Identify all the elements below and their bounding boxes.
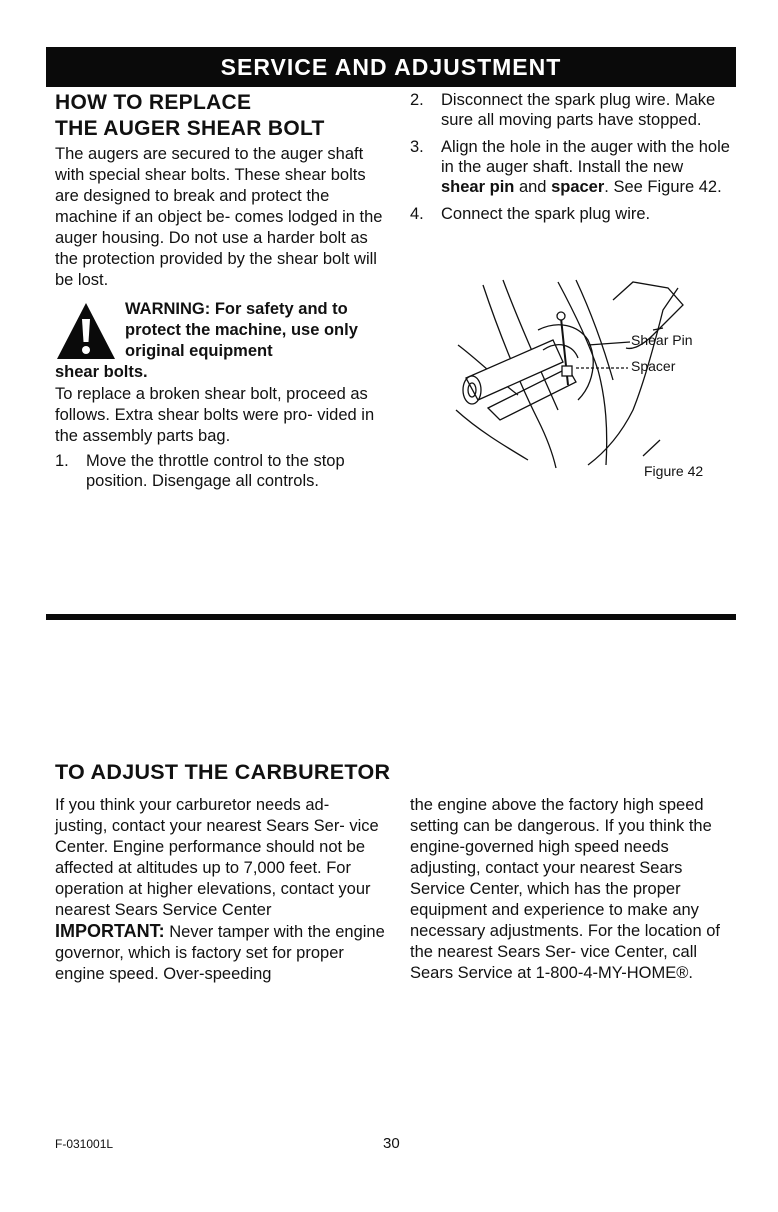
step-number: 4. <box>410 205 424 223</box>
step-text: Connect the spark plug wire. <box>441 205 651 223</box>
figure-42 <box>448 270 733 485</box>
shear-pin-label: Shear Pin <box>631 332 693 348</box>
step-3 <box>410 137 730 197</box>
section-divider <box>46 614 736 620</box>
proceed-text: To replace a broken shear bolt, proceed as follows. Extra shear bolts were pro- vided in the assembly parts bag. <box>55 385 375 445</box>
carburetor-right-text: the engine above the factory high speed setting can be dangerous. If you think the engine-governed high speed needs adjusting, contact your nearest Sears Service Center, which has the proper equipment and experience to make any necessary adjustments. For the location of the nearest Sears Ser- vice Center, call Sears Service at 1-800-4-MY-HOME®. <box>410 796 720 982</box>
step-number: 2. <box>410 91 424 109</box>
carburetor-left-column <box>55 795 385 985</box>
carburetor-left-text: If you think your carburetor needs ad- justing, contact your nearest Sears Ser- vice Center. Engine performance should not be affected at altitudes up to 7,000 feet. For operation at higher elevations, contact your nearest Sears Service Center <box>55 796 379 919</box>
shear-bolt-left-column <box>55 90 385 498</box>
step-text: Disconnect the spark plug wire. Make sure all moving parts have stopped. <box>441 91 716 129</box>
warning-triangle-icon <box>55 301 117 361</box>
step-4 <box>410 204 730 224</box>
shear-bolt-title-line1: HOW TO REPLACE <box>55 91 252 114</box>
step-text-post: . See Figure 42. <box>604 178 722 196</box>
spacer-label: Spacer <box>631 358 676 374</box>
page-number: 30 <box>383 1135 400 1152</box>
figure-caption: Figure 42 <box>644 463 704 479</box>
shear-bolt-title-line2: THE AUGER SHEAR BOLT <box>55 117 325 140</box>
document-code: F-031001L <box>55 1137 114 1151</box>
step-number: 3. <box>410 138 424 156</box>
important-text: Never tamper with the engine governor, which is factory set for proper engine speed. Over-speeding <box>55 923 385 983</box>
carburetor-right-column <box>410 795 735 984</box>
steps-list-right <box>410 90 730 224</box>
steps-list-left <box>55 451 385 491</box>
section-banner: SERVICE AND ADJUSTMENT <box>46 47 736 87</box>
auger-shear-pin-illustration <box>448 270 733 485</box>
warning-tail: shear bolts. <box>55 363 148 381</box>
shear-bolt-right-column <box>410 90 730 231</box>
important-label: IMPORTANT: <box>55 921 165 941</box>
step-text-spacer: spacer <box>551 178 605 196</box>
shear-bolt-intro: The augers are secured to the auger shaft with special shear bolts. These shear bolts are designed to break and protect the machine if an object be- comes lodged in the auger housing. Do not use a harder bolt as the protection provided by the shear bolt will be lost. <box>55 145 383 289</box>
step-number: 1. <box>55 452 69 470</box>
step-text-shear-pin: shear pin <box>441 178 515 196</box>
warning-lead: WARNING: For safety and to protect the machine, use only original equipment <box>125 300 358 360</box>
step-1 <box>55 451 385 491</box>
warning-block <box>55 295 385 383</box>
step-2 <box>410 90 730 130</box>
step-text: Move the throttle control to the stop position. Disengage all controls. <box>86 452 345 490</box>
carburetor-title: TO ADJUST THE CARBURETOR <box>55 760 391 784</box>
step-text-mid: and <box>514 178 552 196</box>
step-text-pre: Align the hole in the auger with the hole in the auger shaft. Install the new <box>441 138 730 176</box>
